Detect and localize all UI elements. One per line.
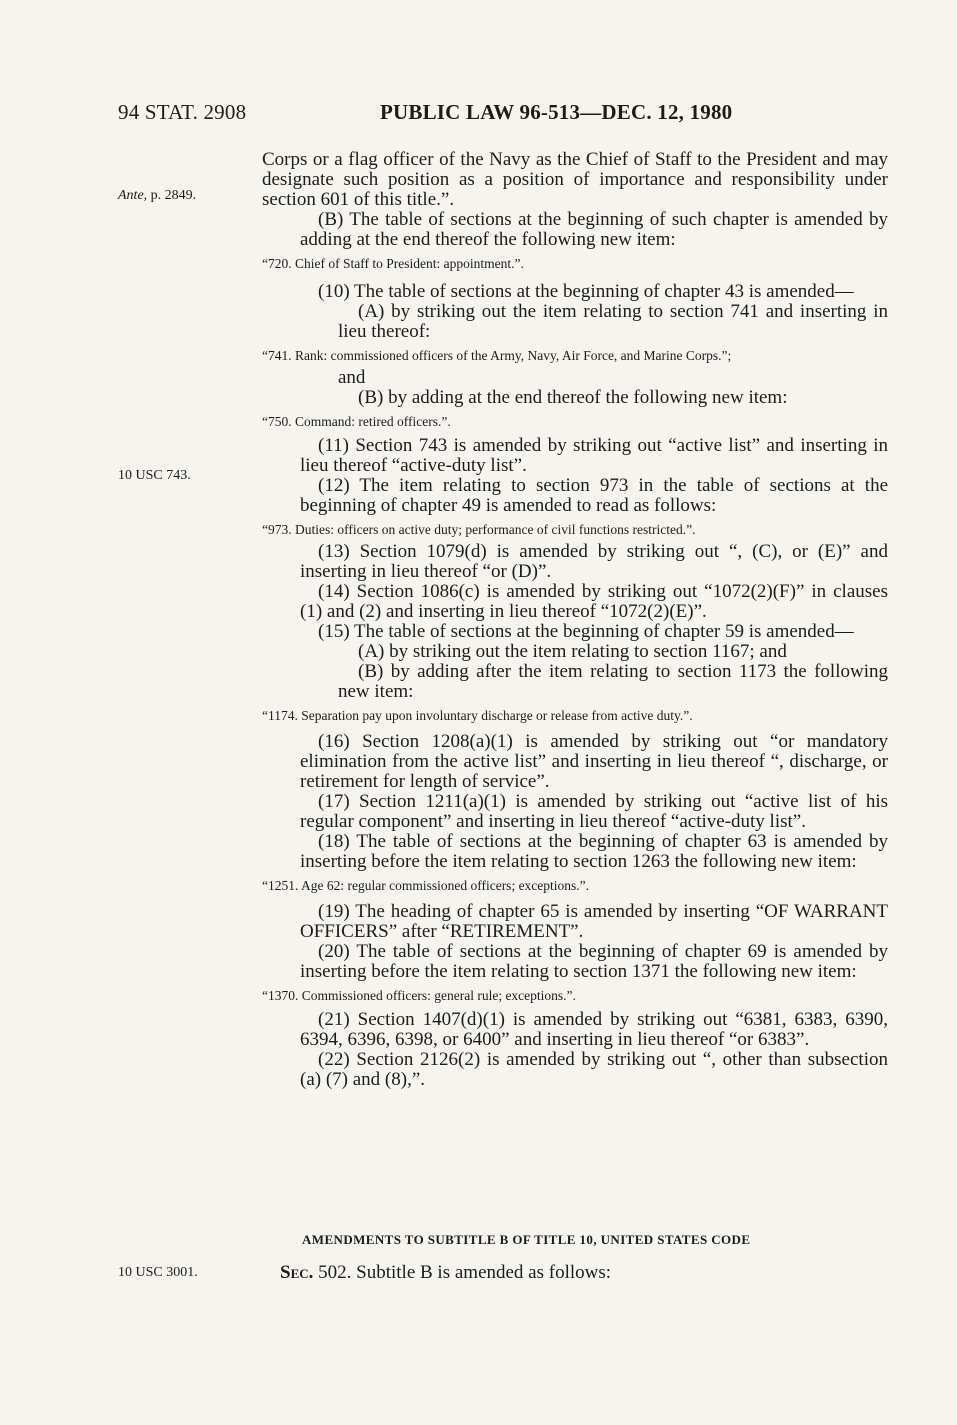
margin-note-ante-italic: Ante, (118, 188, 148, 203)
para-22: (22) Section 2126(2) is amended by striking out “, other than subsection (a) (7) and (8),”. (300, 1049, 888, 1090)
para-18: (18) The table of sections at the beginning of chapter 63 is amended by inserting before the item relating to section 1263 the following new item: (300, 831, 888, 872)
margin-note-usc3001: 10 USC 3001. (118, 1265, 198, 1280)
para-15a: (A) by striking out the item relating to section 1167; and (358, 641, 787, 662)
para-15: (15) The table of sections at the beginning of chapter 59 is amended— (318, 621, 854, 642)
item-1174: “1174. Separation pay upon involuntary discharge or release from active duty.”. (262, 708, 693, 723)
para-20: (20) The table of sections at the beginning of chapter 69 is amended by inserting before the item relating to section 1371 the following new item: (300, 941, 888, 982)
para-12: (12) The item relating to section 973 in the table of sections at the beginning of chapter 49 is amended to read as follows: (300, 475, 888, 516)
section-502 (280, 1263, 880, 1283)
item-973: “973. Duties: officers on active duty; performance of civil functions restricted.”. (262, 522, 696, 537)
margin-note-ante (118, 188, 196, 204)
statute-page-number: 94 STAT. 2908 (118, 100, 247, 124)
para-14: (14) Section 1086(c) is amended by striking out “1072(2)(F)” in clauses (1) and (2) and inserting in lieu thereof “1072(2)(E)”. (300, 581, 888, 622)
section-502-text: 502. Subtitle B is amended as follows: (313, 1262, 612, 1283)
margin-note-ante-page: p. 2849. (147, 188, 197, 203)
item-750: “750. Command: retired officers.”. (262, 414, 451, 429)
para-19: (19) The heading of chapter 65 is amended by inserting “OF WARRANT OFFICERS” after “RETIREMENT”. (300, 901, 888, 942)
continuation-paragraph: Corps or a flag officer of the Navy as the Chief of Staff to the President and may designate such position as a position of importance and responsibility under section 601 of this title.”. (262, 149, 888, 210)
para-13: (13) Section 1079(d) is amended by striking out “, (C), or (E)” and inserting in lieu thereof “or (D)”. (300, 541, 888, 582)
para-16: (16) Section 1208(a)(1) is amended by striking out “or mandatory elimination from the active list” and inserting in lieu thereof “, discharge, or retirement for length of service”. (300, 731, 888, 792)
item-741: “741. Rank: commissioned officers of the Army, Navy, Air Force, and Marine Corps.”; (262, 348, 732, 363)
item-720: “720. Chief of Staff to President: appointment.”. (262, 256, 524, 271)
section-heading: AMENDMENTS TO SUBTITLE B OF TITLE 10, UNITED STATES CODE (302, 1232, 751, 1247)
item-1370: “1370. Commissioned officers: general rule; exceptions.”. (262, 988, 576, 1003)
para-17: (17) Section 1211(a)(1) is amended by striking out “active list of his regular component” and inserting in lieu thereof “active-duty list”. (300, 791, 888, 832)
section-label: Sec. (280, 1262, 314, 1283)
para-9b: (B) The table of sections at the beginning of such chapter is amended by adding at the end thereof the following new item: (300, 209, 888, 250)
running-header: PUBLIC LAW 96-513—DEC. 12, 1980 (380, 100, 733, 124)
para-10a: (A) by striking out the item relating to section 741 and inserting in lieu thereof: (338, 301, 888, 342)
para-10b: (B) by adding at the end thereof the following new item: (358, 387, 788, 408)
para-11: (11) Section 743 is amended by striking out “active list” and inserting in lieu thereof “active-duty list”. (300, 435, 888, 476)
margin-note-usc743: 10 USC 743. (118, 468, 191, 483)
para-10: (10) The table of sections at the beginning of chapter 43 is amended— (318, 281, 854, 302)
para-21: (21) Section 1407(d)(1) is amended by striking out “6381, 6383, 6390, 6394, 6396, 6398, or 6400” and inserting in lieu thereof “or 6383”. (300, 1009, 888, 1050)
conjunction-and: and (338, 367, 366, 388)
para-15b: (B) by adding after the item relating to section 1173 the following new item: (338, 661, 888, 702)
item-1251: “1251. Age 62: regular commissioned officers; exceptions.”. (262, 878, 590, 893)
body-block-1 (262, 150, 888, 1090)
